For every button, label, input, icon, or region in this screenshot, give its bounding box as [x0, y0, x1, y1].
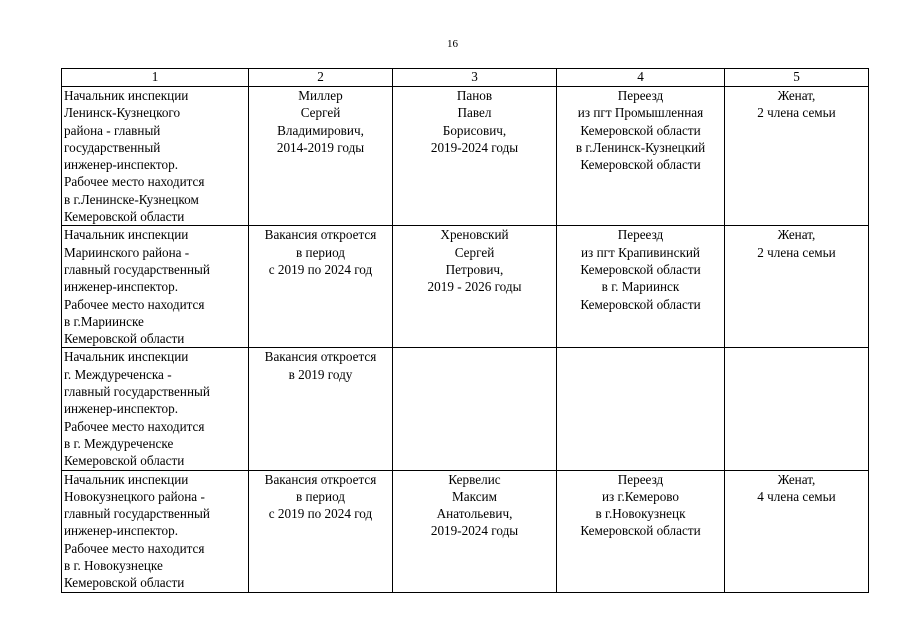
table-row [62, 470, 869, 592]
cell-text-line: Вакансия откроется [264, 227, 377, 243]
page-number: 16 [447, 38, 458, 50]
cell-text-line: Переезд [617, 88, 664, 103]
cell-text-line: Сергей [454, 244, 495, 260]
cell-text-line: Максим [452, 488, 497, 504]
successor-cell [393, 226, 557, 348]
current-holder-cell [249, 348, 393, 470]
relocation-cell [557, 470, 725, 592]
family-cell [725, 348, 869, 470]
cell-text-line: Женат, [777, 227, 816, 243]
cell-text-line: 2019 - 2026 годы [427, 279, 522, 295]
cell-text-line: Вакансия откроется [264, 471, 377, 487]
cell-text-line: Кемеровской области [580, 122, 701, 138]
cell-text-line: Хреновский [440, 227, 509, 243]
cell-text-line: главный государственный [64, 506, 210, 522]
cell-text-line: Рабочее место находится [64, 296, 205, 312]
cell-text-line: из г.Кемерово [601, 488, 680, 504]
table-row [62, 87, 869, 226]
cell-text-line: в г. Междуреченске [64, 435, 174, 451]
cell-text-line: Миллер [298, 88, 343, 103]
cell-text-line: в г.Новокузнецк [595, 506, 686, 522]
table-row [62, 348, 869, 470]
cell-text-line: Кемеровской области [64, 453, 185, 469]
cell-text-line: с 2019 по 2024 год [268, 261, 373, 277]
cell-text-line: из пгт Промышленная [577, 105, 704, 121]
cell-text-line: 2019-2024 годы [430, 523, 519, 539]
cell-text-line: Женат, [777, 88, 816, 103]
cell-text-line: Кемеровской области [64, 575, 185, 591]
cell-text-line: Владимирович, [277, 122, 364, 138]
column-header-1: 1 [62, 69, 249, 87]
family-cell [725, 226, 869, 348]
cell-text-line: инженер-инспектор. [64, 157, 178, 173]
cell-text-line: в г. Новокузнецке [64, 558, 163, 574]
relocation-cell [557, 348, 725, 470]
cell-text-line: Кервелис [448, 471, 501, 487]
cell-text-line: в г. Мариинск [601, 279, 680, 295]
column-header-5: 5 [725, 69, 869, 87]
current-holder-cell [249, 226, 393, 348]
current-holder-cell [249, 87, 393, 226]
cell-text-line: Кемеровской области [64, 209, 185, 225]
cell-text-line: г. Междуреченска - [64, 366, 172, 382]
cell-text-line: Анатольевич, [436, 506, 513, 522]
cell-text-line: Новокузнецкого района - [64, 488, 205, 504]
cell-text-line: 4 члена семьи [757, 488, 836, 504]
cell-text-line: Борисович, [442, 122, 507, 138]
cell-text-line: Мариинского района - [64, 244, 190, 260]
header-row [62, 69, 869, 87]
cell-text-line: Ленинск-Кузнецкого [64, 105, 181, 121]
position-cell [62, 226, 249, 348]
current-holder-cell [249, 470, 393, 592]
cell-text-line: Женат, [777, 471, 816, 487]
cell-text-line: в г.Ленинске-Кузнецком [64, 191, 199, 207]
personnel-table [61, 68, 869, 593]
family-cell [725, 87, 869, 226]
cell-text-line: Кемеровской области [64, 331, 185, 347]
column-header-3: 3 [393, 69, 557, 87]
cell-text-line: Начальник инспекции [64, 349, 189, 365]
family-cell [725, 470, 869, 592]
cell-text-line: Рабочее место находится [64, 540, 205, 556]
cell-text-line: Переезд [617, 227, 664, 243]
cell-text-line: главный государственный [64, 261, 210, 277]
successor-cell [393, 348, 557, 470]
cell-text-line: 2 члена семьи [757, 105, 836, 121]
cell-text-line: Начальник инспекции [64, 227, 189, 243]
cell-text-line: инженер-инспектор. [64, 523, 178, 539]
cell-text-line: 2 члена семьи [757, 244, 836, 260]
cell-text-line: с 2019 по 2024 год [268, 506, 373, 522]
cell-text-line: 2014-2019 годы [276, 139, 365, 155]
cell-text-line: инженер-инспектор. [64, 279, 178, 295]
cell-text-line: инженер-инспектор. [64, 401, 178, 417]
cell-text-line: в г.Мариинске [64, 313, 144, 329]
table-row [62, 226, 869, 348]
position-cell [62, 348, 249, 470]
column-header-4: 4 [557, 69, 725, 87]
cell-text-line: в период [295, 488, 345, 504]
position-cell [62, 87, 249, 226]
cell-text-line: Павел [457, 105, 492, 121]
cell-text-line: главный государственный [64, 384, 210, 400]
successor-cell [393, 470, 557, 592]
relocation-cell [557, 87, 725, 226]
cell-text-line: в 2019 году [288, 366, 353, 382]
position-cell [62, 470, 249, 592]
cell-text-line: Кемеровской области [580, 157, 701, 173]
successor-cell [393, 87, 557, 226]
cell-text-line: 2019-2024 годы [430, 139, 519, 155]
cell-text-line: государственный [64, 139, 161, 155]
cell-text-line: в г.Ленинск-Кузнецкий [575, 139, 706, 155]
cell-text-line: района - главный [64, 122, 161, 138]
cell-text-line: Переезд [617, 471, 664, 487]
cell-text-line: из пгт Крапивинский [581, 244, 700, 260]
cell-text-line: Сергей [300, 105, 341, 121]
cell-text-line: Петрович, [445, 261, 504, 277]
cell-text-line: Кемеровской области [580, 296, 701, 312]
cell-text-line: Панов [456, 88, 493, 103]
cell-text-line: Рабочее место находится [64, 418, 205, 434]
cell-text-line: Рабочее место находится [64, 174, 205, 190]
cell-text-line: Кемеровской области [580, 523, 701, 539]
relocation-cell [557, 226, 725, 348]
cell-text-line: Вакансия откроется [264, 349, 377, 365]
cell-text-line: Начальник инспекции [64, 88, 189, 103]
column-header-2: 2 [249, 69, 393, 87]
cell-text-line: Кемеровской области [580, 261, 701, 277]
cell-text-line: в период [295, 244, 345, 260]
cell-text-line: Начальник инспекции [64, 471, 189, 487]
